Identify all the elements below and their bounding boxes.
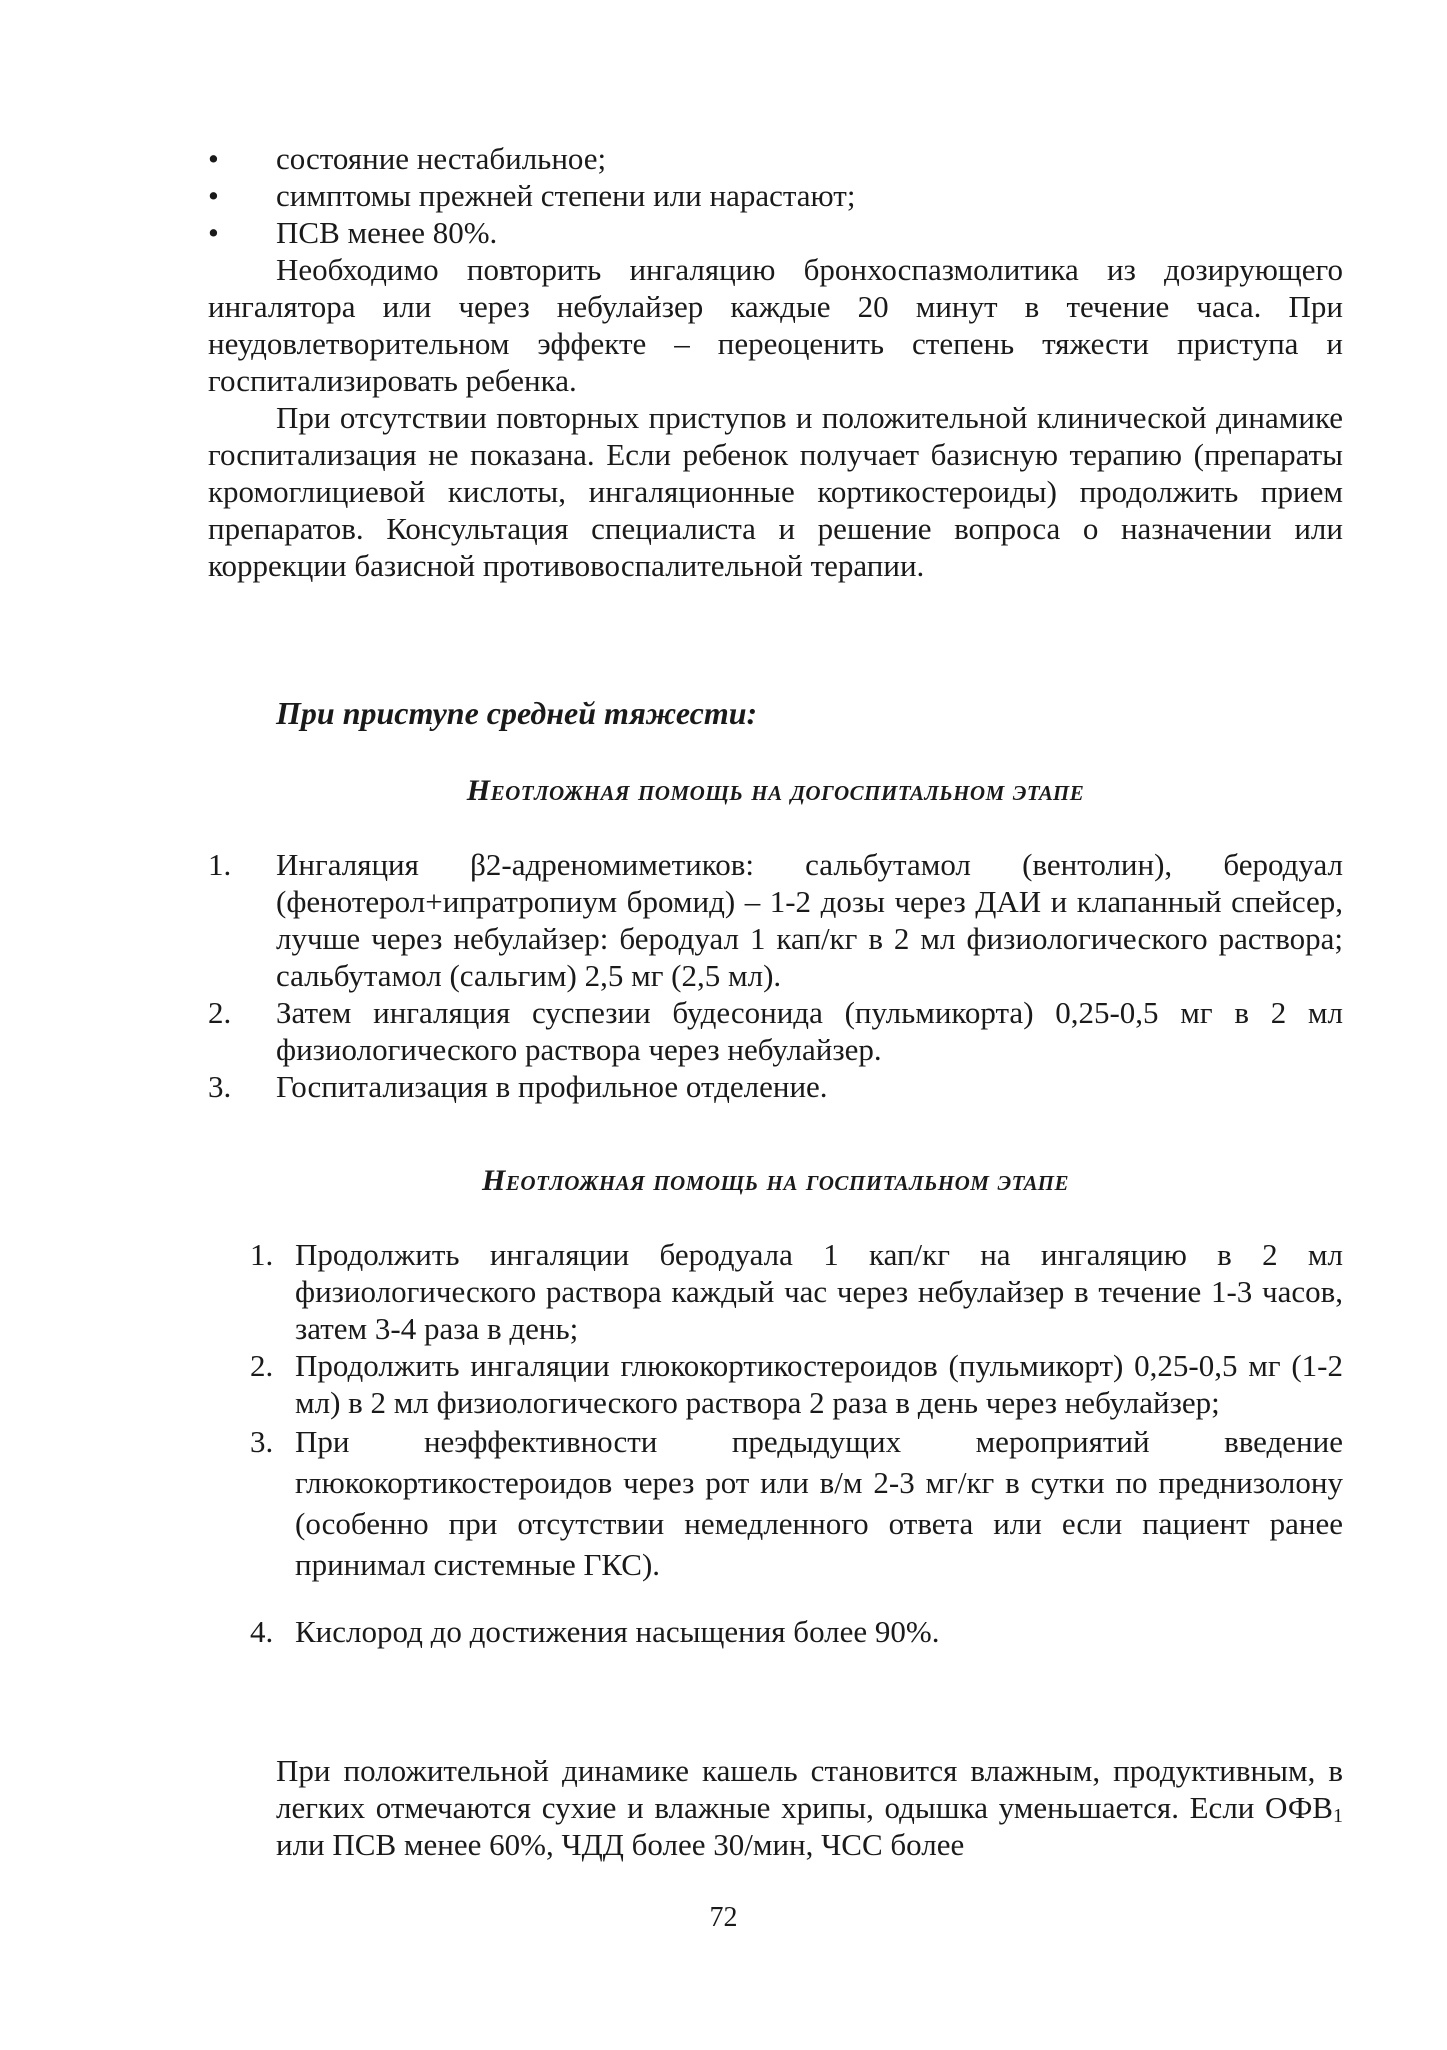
paragraph-3: [276, 1752, 1343, 1863]
bullet-text: симптомы прежней степени или нарастают;: [276, 178, 856, 213]
heading-hospital: [208, 1162, 1343, 1202]
item-text: Госпитализация в профильное отделение.: [276, 1069, 828, 1104]
page-number: 72: [709, 1902, 738, 1933]
item-text: При неэффективности предыдущих мероприятий введение глюкокортикостероидов через рот или в/м 2-3 мг/кг в сутки по преднизолону (особенно при отсутствии немедленного ответа или если пациент ранее принимал системные ГКС).: [295, 1424, 1343, 1582]
section-subheading: При приступе средней тяжести:: [276, 695, 758, 731]
paragraph-3-text-b: или ПСВ менее 60%, ЧДД более 30/мин, ЧСС более: [276, 1827, 965, 1862]
prehospital-list: [208, 846, 1343, 1105]
list-item: [208, 846, 1343, 994]
list-item: [208, 177, 1343, 214]
list-item: [208, 214, 1343, 251]
item-text: Продолжить ингаляции беродуала 1 кап/кг на ингаляцию в 2 мл физиологического раствора каждый час через небулайзер в течение 1-3 часов, затем 3-4 раза в день;: [295, 1237, 1343, 1346]
item-text: Кислород до достижения насыщения более 90%.: [295, 1614, 940, 1649]
item-number: 4.: [250, 1614, 274, 1649]
list-item: [250, 1613, 1343, 1650]
list-item: [208, 140, 1343, 177]
bullet-text: ПСВ менее 80%.: [276, 215, 498, 250]
item-number: 3.: [250, 1424, 274, 1459]
bullet-dot: •: [208, 141, 219, 176]
list-item: [250, 1347, 1343, 1421]
item-number: 2.: [208, 995, 232, 1030]
bullet-dot: •: [208, 178, 219, 213]
hospital-list: [250, 1236, 1343, 1650]
item-number: 2.: [250, 1348, 274, 1383]
item-text: Продолжить ингаляции глюкокортикостероидов (пульмикорт) 0,25-0,5 мг (1-2 мл) в 2 мл физиологического раствора 2 раза в день через небулайзер;: [295, 1348, 1343, 1420]
list-item: [208, 1068, 1343, 1105]
bullet-dot: •: [208, 215, 219, 250]
item-number: 1.: [208, 847, 232, 882]
item-number: 1.: [250, 1237, 274, 1272]
list-item: [250, 1421, 1343, 1585]
heading-text: Неотложная помощь на догоспитальном этапе: [466, 774, 1085, 807]
bullet-text: состояние нестабильное;: [276, 141, 607, 176]
item-text: Затем ингаляция суспезии будесонида (пульмикорта) 0,25-0,5 мг в 2 мл физиологического раствора через небулайзер.: [276, 995, 1343, 1067]
item-text: Ингаляция β2-адреномиметиков: сальбутамол (вентолин), беродуал (фенотерол+ипратропиум бромид) – 1-2 дозы через ДАИ и клапанный спейсер, лучше через небулайзер: беродуал 1 кап/кг в 2 мл физиологического раствора; сальбутамол (сальгим) 2,5 мг (2,5 мл).: [276, 847, 1343, 993]
item-number: 3.: [208, 1069, 232, 1104]
bullet-list: [208, 140, 1343, 251]
subscript-1: 1: [1333, 1805, 1343, 1827]
paragraph-1: Необходимо повторить ингаляцию бронхоспазмолитика из дозирующего ингалятора или через небулайзер каждые 20 минут в течение часа. При неудовлетворительном эффекте – переоценить степень тяжести приступа и госпитализировать ребенка.: [208, 252, 1343, 398]
heading-text: Неотложная помощь на госпитальном этапе: [482, 1164, 1069, 1197]
paragraph-3-text-a: При положительной динамике кашель становится влажным, продуктивным, в легких отмечаются сухие и влажные хрипы, одышка уменьшается. Если ОФВ: [276, 1753, 1343, 1825]
list-item: [250, 1236, 1343, 1347]
list-item: [208, 994, 1343, 1068]
paragraph-2: При отсутствии повторных приступов и положительной клинической динамике госпитализация не показана. Если ребенок получает базисную терапию (препараты кромоглициевой кислоты, ингаляционные кортикостероиды) продолжить прием препаратов. Консультация специалиста и решение вопроса о назначении или коррекции базисной противовоспалительной терапии.: [208, 400, 1343, 583]
heading-prehospital: [208, 772, 1343, 812]
